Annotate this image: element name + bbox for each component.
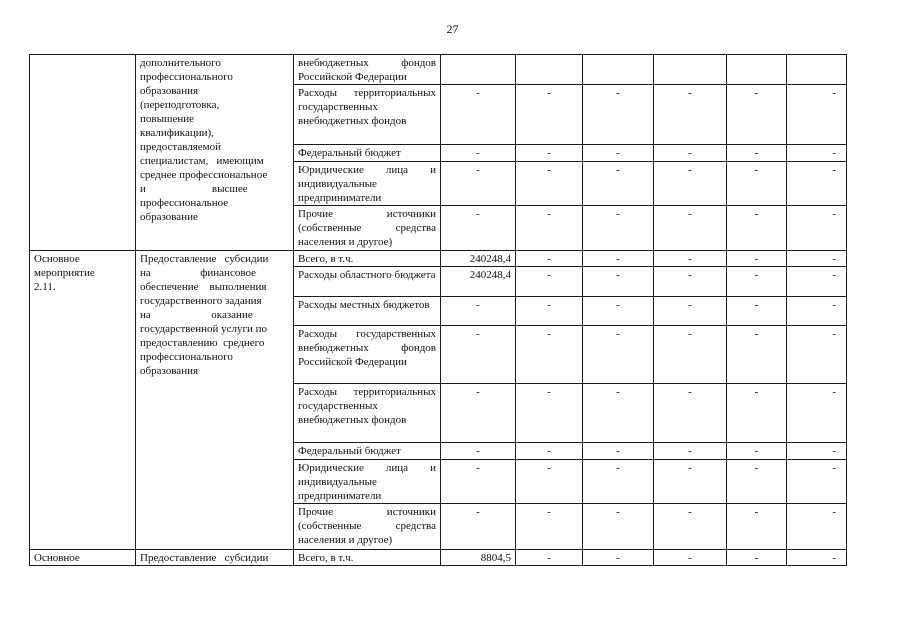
funding-total: - xyxy=(441,326,516,384)
measure-description xyxy=(136,55,294,251)
funding-year-cell: - xyxy=(583,267,654,297)
funding-year-cell: - xyxy=(787,145,847,162)
funding-total: - xyxy=(441,297,516,326)
funding-year-cell xyxy=(654,55,727,85)
funding-year-cell: - xyxy=(654,251,727,267)
funding-total: - xyxy=(441,460,516,504)
funding-year-cell: - xyxy=(654,206,727,251)
funding-year-cell: - xyxy=(787,460,847,504)
funding-year-cell xyxy=(516,55,583,85)
table-row xyxy=(30,550,847,566)
measure-description-line: предоставляемой xyxy=(140,141,222,153)
funding-year-cell: - xyxy=(787,326,847,384)
funding-year-cell: - xyxy=(516,297,583,326)
table-row xyxy=(30,251,847,267)
funding-year-cell: - xyxy=(516,460,583,504)
funding-year-cell: - xyxy=(727,162,787,206)
measure-label xyxy=(30,251,136,550)
funding-year-cell: - xyxy=(583,206,654,251)
measure-description-line: государственной услуги по xyxy=(140,323,268,335)
measure-description-line: дополнительного xyxy=(140,57,221,69)
funding-year-cell: - xyxy=(583,145,654,162)
funding-year-cell: - xyxy=(654,297,727,326)
funding-source: Федеральный бюджет xyxy=(294,443,441,460)
funding-year-cell: - xyxy=(654,504,727,550)
funding-year-cell: - xyxy=(583,443,654,460)
measure-description-line: среднее профессиональное xyxy=(140,169,268,181)
funding-year-cell: - xyxy=(583,384,654,443)
funding-total: - xyxy=(441,162,516,206)
funding-total: 240248,4 xyxy=(441,251,516,267)
funding-year-cell: - xyxy=(727,384,787,443)
measure-description-line: профессиональное xyxy=(140,197,229,209)
measure-description-line: квалификации), xyxy=(140,127,214,139)
measure-description-line: на финансовое xyxy=(140,267,256,279)
funding-year-cell: - xyxy=(654,326,727,384)
funding-year-cell: - xyxy=(787,384,847,443)
funding-year-cell: - xyxy=(654,384,727,443)
measure-description-line: образование xyxy=(140,211,198,223)
measure-description-line: профессионального xyxy=(140,351,233,363)
funding-year-cell: - xyxy=(727,443,787,460)
measure-description-line: Предоставление субсидии xyxy=(140,253,269,265)
measure-label-line: 2.11. xyxy=(34,281,56,293)
funding-year-cell: - xyxy=(787,297,847,326)
measure-description-line: профессионального xyxy=(140,71,233,83)
funding-total: 240248,4 xyxy=(441,267,516,297)
funding-total: - xyxy=(441,145,516,162)
funding-year-cell: - xyxy=(583,162,654,206)
measure-label-line: Основное xyxy=(34,253,80,265)
funding-year-cell: - xyxy=(516,550,583,566)
funding-source: Юридические лица и индивидуальные предприниматели xyxy=(294,162,441,206)
page-number: 27 xyxy=(446,22,459,36)
measure-description-line: (переподготовка, xyxy=(140,99,220,111)
measure-label xyxy=(30,550,136,566)
funding-year-cell: - xyxy=(654,443,727,460)
funding-year-cell: - xyxy=(787,206,847,251)
funding-source: Расходы государственных внебюджетных фондов Российской Федерации xyxy=(294,326,441,384)
funding-year-cell: - xyxy=(516,443,583,460)
funding-year-cell: - xyxy=(516,85,583,145)
measure-label-line: мероприятие xyxy=(34,267,95,279)
measure-description xyxy=(136,550,294,566)
funding-year-cell: - xyxy=(516,251,583,267)
funding-year-cell: - xyxy=(727,460,787,504)
funding-year-cell: - xyxy=(787,504,847,550)
funding-year-cell: - xyxy=(583,326,654,384)
funding-year-cell: - xyxy=(787,267,847,297)
funding-source: Всего, в т.ч. xyxy=(294,251,441,267)
funding-year-cell: - xyxy=(516,206,583,251)
measure-label xyxy=(30,55,136,251)
table-row xyxy=(30,55,847,85)
funding-year-cell xyxy=(727,55,787,85)
funding-year-cell: - xyxy=(654,267,727,297)
funding-year-cell: - xyxy=(654,85,727,145)
funding-source: Федеральный бюджет xyxy=(294,145,441,162)
measure-description-line: специалистам, имеющим xyxy=(140,155,264,167)
funding-year-cell: - xyxy=(654,145,727,162)
funding-total: - xyxy=(441,206,516,251)
funding-year-cell: - xyxy=(727,550,787,566)
measure-description-line: на оказание xyxy=(140,309,253,321)
funding-year-cell: - xyxy=(583,251,654,267)
funding-year-cell: - xyxy=(516,504,583,550)
measure-description-line: образования xyxy=(140,365,199,377)
funding-year-cell: - xyxy=(516,267,583,297)
funding-source: Расходы областного бюджета xyxy=(294,267,441,297)
funding-year-cell: - xyxy=(727,326,787,384)
funding-year-cell: - xyxy=(654,460,727,504)
funding-year-cell: - xyxy=(787,85,847,145)
funding-year-cell: - xyxy=(727,297,787,326)
funding-year-cell: - xyxy=(516,145,583,162)
funding-year-cell: - xyxy=(727,267,787,297)
measure-description-line: повышение xyxy=(140,113,194,125)
funding-year-cell: - xyxy=(583,460,654,504)
funding-source: внебюджетных фондов Российской Федерации xyxy=(294,55,441,85)
funding-year-cell: - xyxy=(787,251,847,267)
funding-source: Расходы местных бюджетов xyxy=(294,297,441,326)
funding-year-cell: - xyxy=(727,145,787,162)
funding-year-cell: - xyxy=(516,162,583,206)
funding-source: Прочие источники (собственные средства населения и другое) xyxy=(294,206,441,251)
funding-total: 8804,5 xyxy=(441,550,516,566)
funding-year-cell: - xyxy=(727,85,787,145)
funding-year-cell: - xyxy=(583,504,654,550)
funding-year-cell: - xyxy=(583,85,654,145)
funding-year-cell: - xyxy=(654,550,727,566)
budget-table xyxy=(29,54,847,566)
funding-year-cell: - xyxy=(583,550,654,566)
funding-year-cell: - xyxy=(654,162,727,206)
measure-description-line: предоставлению среднего xyxy=(140,337,265,349)
funding-source: Расходы территориальных государственных внебюджетных фондов xyxy=(294,85,441,145)
funding-total: - xyxy=(441,384,516,443)
funding-total: - xyxy=(441,504,516,550)
funding-year-cell: - xyxy=(727,504,787,550)
funding-source: Прочие источники (собственные средства населения и другое) xyxy=(294,504,441,550)
measure-description-line: образования xyxy=(140,85,199,97)
measure-description-line: и высшее xyxy=(140,183,248,195)
measure-description-line: Предоставление субсидии xyxy=(140,552,269,564)
funding-year-cell: - xyxy=(787,162,847,206)
funding-year-cell: - xyxy=(787,443,847,460)
measure-description xyxy=(136,251,294,550)
funding-source: Всего, в т.ч. xyxy=(294,550,441,566)
measure-description-line: обеспечение выполнения xyxy=(140,281,267,293)
funding-source: Юридические лица и индивидуальные предприниматели xyxy=(294,460,441,504)
funding-year-cell xyxy=(787,55,847,85)
funding-year-cell: - xyxy=(516,384,583,443)
funding-year-cell: - xyxy=(727,206,787,251)
funding-total xyxy=(441,55,516,85)
measure-description-line: государственного задания xyxy=(140,295,262,307)
funding-year-cell: - xyxy=(727,251,787,267)
funding-total: - xyxy=(441,443,516,460)
funding-total: - xyxy=(441,85,516,145)
funding-year-cell: - xyxy=(583,297,654,326)
funding-year-cell: - xyxy=(787,550,847,566)
measure-label-line: Основное xyxy=(34,552,80,564)
funding-year-cell: - xyxy=(516,326,583,384)
funding-year-cell xyxy=(583,55,654,85)
funding-source: Расходы территориальных государственных внебюджетных фондов xyxy=(294,384,441,443)
